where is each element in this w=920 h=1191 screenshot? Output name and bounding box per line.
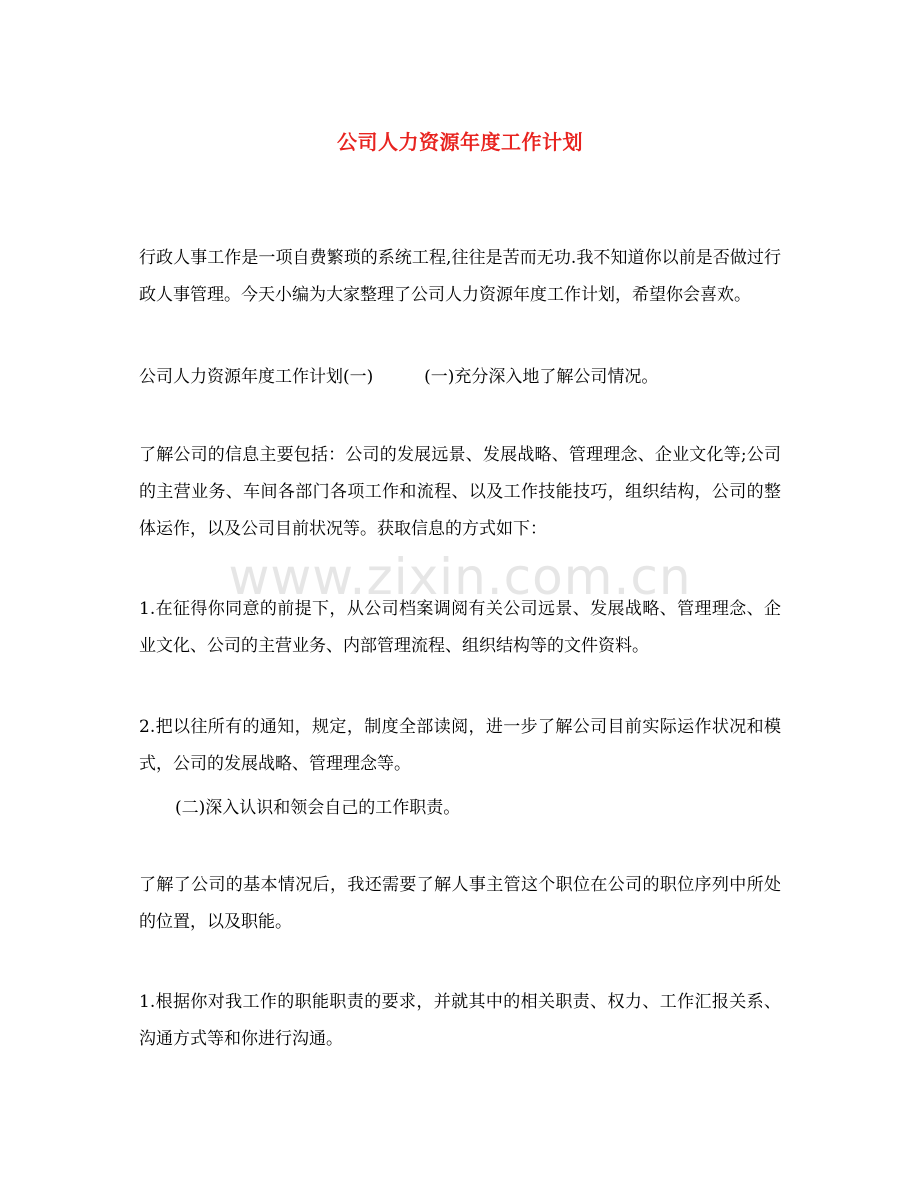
watermark: www.zixin.com.cn (228, 548, 692, 606)
item3-paragraph: 1.根据你对我工作的职能职责的要求，并就其中的相关职责、权力、工作汇报关系、沟通方式等和你进行沟通。 (139, 992, 781, 1049)
plan-heading: 公司人力资源年度工作计划(一) (139, 367, 374, 387)
item1-paragraph: 1.在征得你同意的前提下，从公司档案调阅有关公司远景、发展战略、管理理念、企业文化、公司的主营业务、内部管理流程、组织结构等的文件资料。 (139, 599, 781, 656)
position-intro-paragraph: 了解了公司的基本情况后，我还需要了解人事主管这个职位在公司的职位序列中所处的位置，以及职能。 (139, 875, 781, 932)
section2-heading: (二)深入认识和领会自己的工作职责。 (175, 798, 461, 818)
info-scope-paragraph: 了解公司的信息主要包括：公司的发展远景、发展战略、管理理念、企业文化等;公司的主营业务、车间各部门各项工作和流程、以及工作技能技巧，组织结构，公司的整体运作，以及公司目前状况等。获取信息的方式如下： (139, 445, 781, 539)
document-title: 公司人力资源年度工作计划 (337, 130, 583, 154)
section1-heading: (一)充分深入地了解公司情况。 (424, 367, 659, 387)
item2-paragraph: 2.把以往所有的通知，规定，制度全部读阅，进一步了解公司目前实际运作状况和模式，公司的发展战略、管理理念等。 (139, 717, 781, 774)
intro-paragraph: 行政人事工作是一项自费繁琐的系统工程,往往是苦而无功.我不知道你以前是否做过行政人事管理。今天小编为大家整理了公司人力资源年度工作计划，希望你会喜欢。 (139, 248, 781, 305)
plan-heading-line (139, 359, 658, 396)
